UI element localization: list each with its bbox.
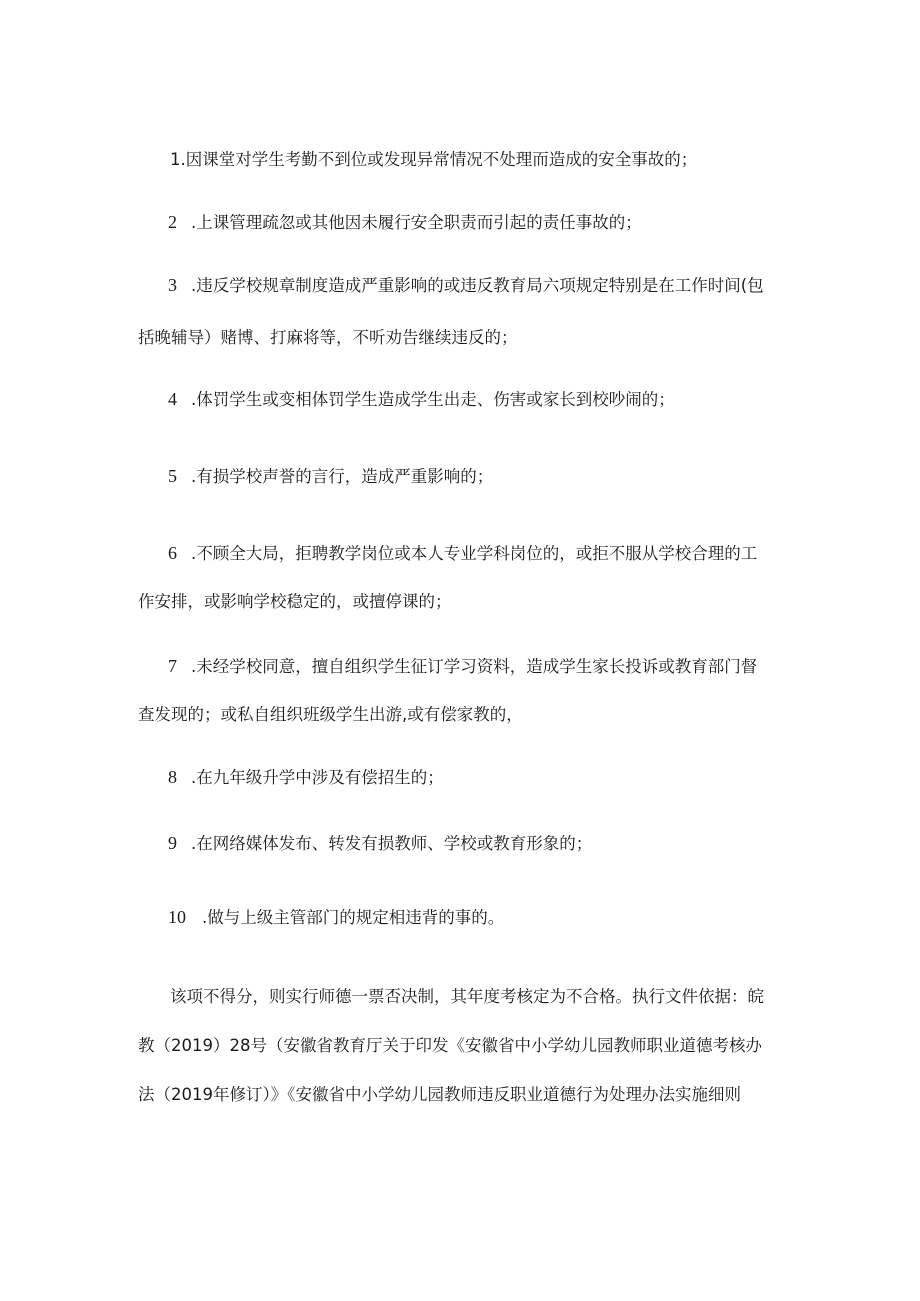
item-line: [168, 904, 504, 928]
item-text: 作安排，或影响学校稳定的，或擅停课的；: [138, 592, 452, 611]
item-number: 3: [168, 275, 177, 295]
item-line: [168, 830, 592, 854]
item-text: .不顾全大局，拒聘教学岗位或本人专业学科岗位的，或拒不服从学校合理的工: [191, 544, 758, 563]
item-number: 1: [170, 150, 181, 169]
item-text: .因课堂对学生考勤不到位或发现异常情况不处理而造成的安全事故的；: [180, 150, 698, 169]
paragraph-text: 法（2019年修订）》《安徽省中小学幼儿园教师违反职业道德行为处理办法实施细则: [138, 1085, 741, 1104]
item-line: [168, 540, 757, 564]
item-number: 7: [168, 656, 177, 676]
item-text: 查发现的；或私自组织班级学生出游,或有偿家教的，: [138, 705, 523, 724]
item-line: [168, 463, 493, 487]
paragraph-line: [170, 983, 764, 1007]
item-text: .上课管理疏忽或其他因未履行安全职责而引起的责任事故的；: [191, 213, 642, 232]
item-number: 9: [168, 833, 177, 853]
paragraph-line: [138, 1032, 762, 1056]
item-text: .在网络媒体发布、转发有损教师、学校或教育形象的；: [191, 834, 593, 853]
item-text: .未经学校同意，擅自组织学生征订学习资料，造成学生家长投诉或教育部门督: [191, 657, 758, 676]
item-line: [168, 653, 757, 677]
item-line: [168, 386, 675, 410]
item-number: 5: [168, 466, 177, 486]
item-text: .体罚学生或变相体罚学生造成学生出走、伤害或家长到校吵闹的；: [191, 390, 675, 409]
paragraph-line: [138, 1081, 741, 1105]
item-text: 括晚辅导）赌博、打麻将等，不听劝告继续违反的；: [138, 328, 518, 347]
item-line: [138, 588, 452, 612]
item-line: [168, 272, 764, 296]
item-line: [168, 209, 642, 233]
item-text: .在九年级升学中涉及有偿招生的；: [191, 768, 444, 787]
paragraph-text: 该项不得分，则实行师德一票否决制，其年度考核定为不合格。执行文件依据：皖: [170, 987, 764, 1006]
item-number: 4: [168, 389, 177, 409]
item-text: .违反学校规章制度造成严重影响的或违反教育局六项规定特别是在工作时间(包: [191, 276, 764, 295]
item-line: [170, 146, 697, 170]
item-line: [138, 324, 518, 348]
item-text: .有损学校声誉的言行，造成严重影响的；: [191, 467, 494, 486]
item-number: 8: [168, 767, 177, 787]
item-number: 2: [168, 212, 177, 232]
item-line: [168, 764, 444, 788]
item-text: .做与上级主管部门的规定相违背的事的。: [202, 908, 505, 927]
item-line: [138, 701, 523, 725]
item-number: 10: [168, 907, 186, 927]
paragraph-text: 教（2019）28号（安徽省教育厅关于印发《安徽省中小学幼儿园教师职业道德考核办: [138, 1036, 762, 1055]
item-number: 6: [168, 543, 177, 563]
